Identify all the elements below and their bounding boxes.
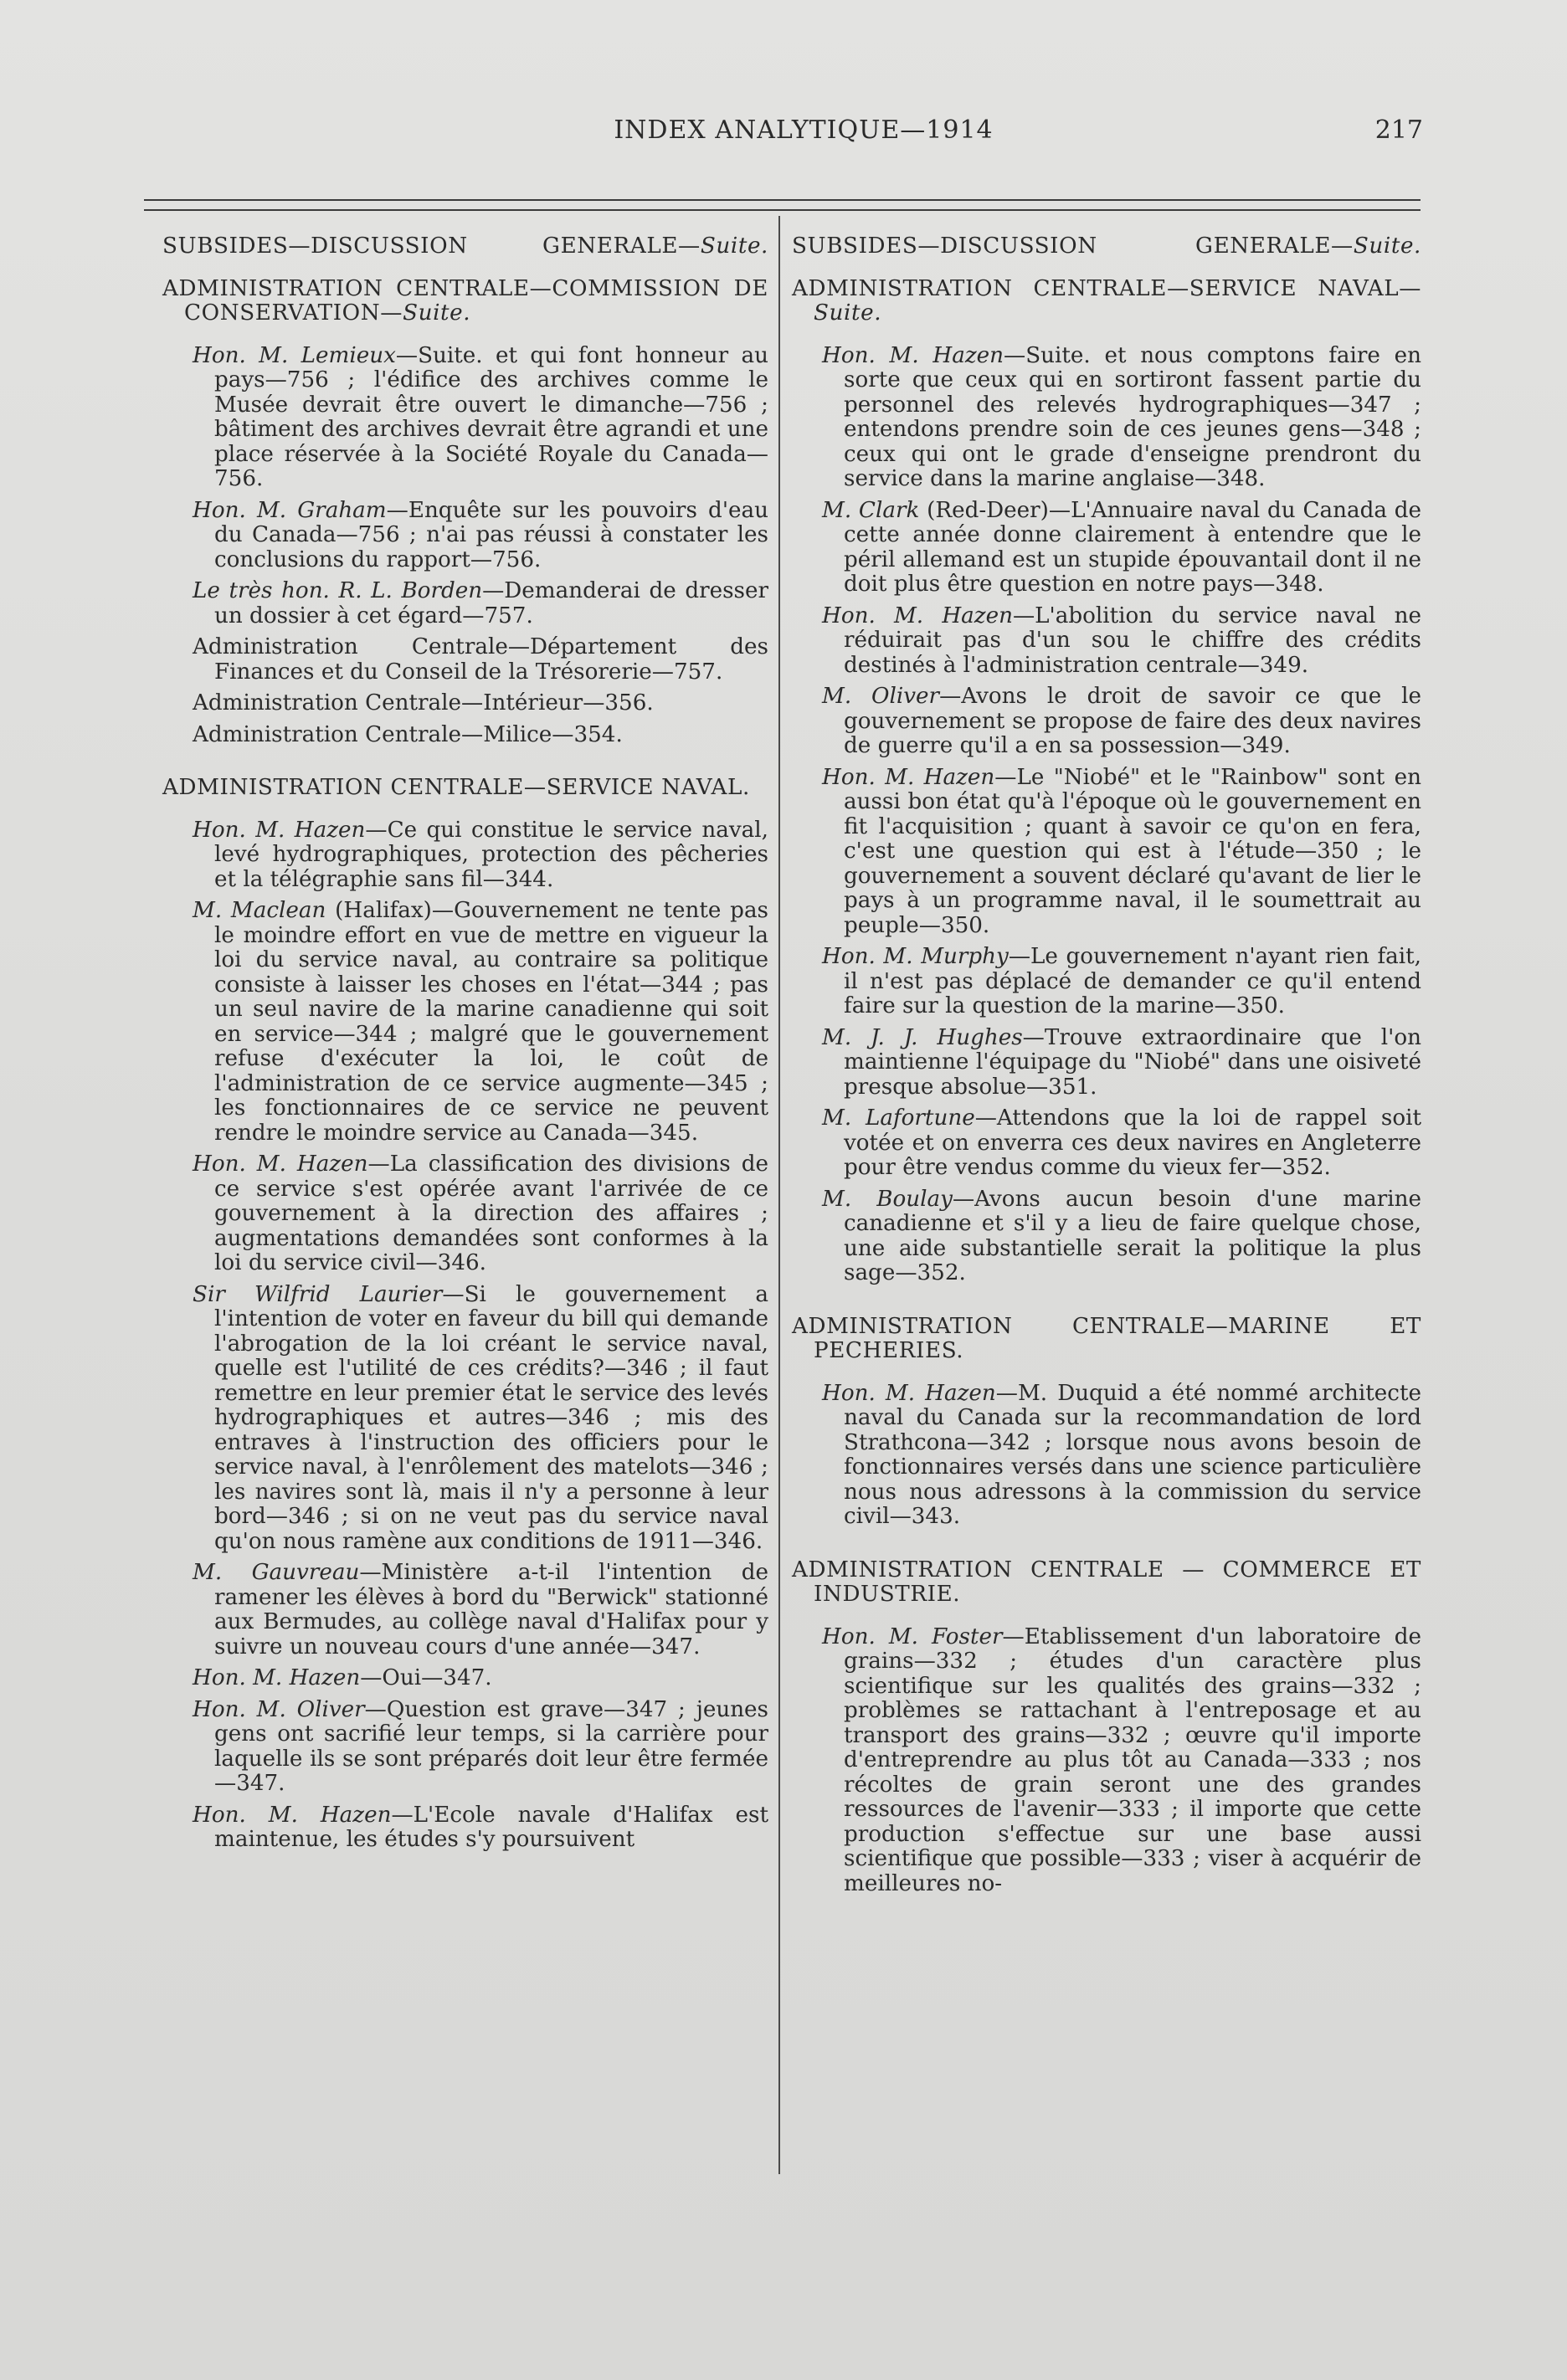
index-entry: Hon. M. Oliver—Question est grave—347 ; jeunes gens ont sacrifié leur temps, si la carrière pour laquelle ils se sont préparés doit leur être fermée—347. <box>193 1696 768 1796</box>
index-entry: M. Clark (Red-Deer)—L'Annuaire naval du Canada de cette année donne clairement à entendre que le péril allemand est un stupide épouvantail dont il ne doit plus être question en notre pays—348. <box>822 497 1421 597</box>
section-service-naval-suite <box>792 277 1421 326</box>
index-entry: Administration Centrale—Milice—354. <box>193 721 623 747</box>
page-number: 217 <box>1374 115 1423 145</box>
index-entry: M. J. J. Hughes—Trouve extraordinaire que l'on maintienne l'équipage du "Niobé" dans une oisiveté presque absolue—351. <box>822 1024 1421 1100</box>
index-entry: M. Boulay—Avons aucun besoin d'une marine canadienne et s'il y a lieu de faire quelque chose, une aide substantielle serait la politique la plus sage—352. <box>822 1186 1421 1285</box>
section-conservation <box>162 277 768 326</box>
index-entry: Hon. M. Murphy—Le gouvernement n'ayant rien fait, il n'est pas déplacé de demander ce qu'il entend faire sur la question de la marine—350. <box>822 944 1421 1018</box>
header-rule-top <box>144 199 1421 201</box>
section-heading: ADMINISTRATION CENTRALE—SERVICE NAVAL—Suite. <box>792 275 1421 326</box>
section-heading: ADMINISTRATION CENTRALE—MARINE ET PECHERIES. <box>792 1313 1421 1363</box>
column-running-head: SUBSIDES—DISCUSSION GENERALE—Suite. <box>162 233 768 259</box>
index-entry: Hon. M. Hazen—M. Duquid a été nommé architecte naval du Canada sur la recommandation de lord Strathcona—342 ; lorsque nous avons besoin de fonctionnaires versés dans une science particulière nous nous adressons à la commission du service civil—343. <box>822 1380 1421 1529</box>
index-entry: Hon. M. Hazen—Oui—347. <box>193 1665 492 1690</box>
index-entry: Hon. M. Hazen—Suite. et nous comptons faire en sorte que ceux qui en sortiront fassent partie du personnel des relevés hydrographiques—347 ; entendons prendre soin de ces jeunes gens—348 ; ceux qui ont le grade d'enseigne prendront du service dans la marine anglaise—348. <box>822 342 1421 491</box>
index-entry: M. Oliver—Avons le droit de savoir ce que le gouvernement se propose de faire des deux navires de guerre qu'il a en sa possession—349. <box>822 684 1421 758</box>
index-entry: Hon. M. Hazen—L'abolition du service naval ne réduirait pas d'un sou le chiffre des crédits destinés à l'administration centrale—349. <box>822 603 1421 678</box>
column-divider <box>778 216 780 2174</box>
section-heading: ADMINISTRATION CENTRALE—COMMISSION DE CONSERVATION—Suite. <box>162 275 768 326</box>
page-title: INDEX ANALYTIQUE—1914 <box>614 115 994 145</box>
index-entry: Hon. M. Foster—Etablissement d'un laboratoire de grains—332 ; études d'un caractère plus scientifique sur les qualités des grains—332 ; problèmes se rattachant à l'entreposage et au transport des grains—332 ; œuvre qu'il importe d'entreprendre au plus tôt au Canada—333 ; nos récoltes de grain seront une des grandes ressources de l'avenir—333 ; il importe que cette production s'effectue sur une base aussi scientifique que possible—333 ; viser à acquérir de meilleures no- <box>822 1623 1421 1896</box>
index-entry: Administration Centrale—Département des Finances et du Conseil de la Trésorerie—757. <box>193 634 768 685</box>
section-commerce-industrie <box>792 1558 1421 1608</box>
section-service-naval <box>162 776 768 801</box>
index-entry: Hon. M. Graham—Enquête sur les pouvoirs d'eau du Canada—756 ; n'ai pas réussi à constater les conclusions du rapport—756. <box>193 497 768 572</box>
index-entry: Hon. M. Hazen—L'Ecole navale d'Halifax est maintenue, les études s'y poursuivent <box>193 1802 768 1852</box>
right-column <box>792 234 1421 1903</box>
index-entry: M. Maclean (Halifax)—Gouvernement ne tente pas le moindre effort en vue de mettre en vigueur la loi du service naval, au contraire sa politique consiste à laisser les choses en l'état—344 ; pas un seul navire de la marine canadienne qui soit en service—344 ; malgré que le gouvernement refuse d'exécuter la loi, le coût de l'administration de ce service augmente—345 ; les fonctionnaires de ce service ne peuvent rendre le moindre service au Canada—345. <box>193 898 768 1146</box>
index-entry: M. Gauvreau—Ministère a-t-il l'intention de ramener les élèves à bord du "Berwick" stationné aux Bermudes, au collège naval d'Halifax pour y suivre un nouveau cours d'une année—347. <box>193 1560 768 1659</box>
index-entry: M. Lafortune—Attendons que la loi de rappel soit votée et on enverra ces deux navires en Angleterre pour être vendus comme du vieux fer—352. <box>822 1105 1421 1180</box>
index-entry: Administration Centrale—Intérieur—356. <box>193 690 654 716</box>
index-entry: Hon. M. Hazen—La classification des divisions de ce service s'est opérée avant l'arrivée de ce gouvernement à la direction des affaires ; augmentations demandées sont conformes à la loi du service civil—346. <box>193 1152 768 1275</box>
section-marine-pecheries <box>792 1315 1421 1364</box>
column-running-head: SUBSIDES—DISCUSSION GENERALE—Suite. <box>792 233 1421 259</box>
section-heading: ADMINISTRATION CENTRALE — COMMERCE ET INDUSTRIE. <box>792 1557 1421 1607</box>
index-entry: Hon. M. Lemieux—Suite. et qui font honneur au pays—756 ; l'édifice des archives comme le Musée devrait être ouvert le dimanche—756 ; bâtiment des archives devrait être agrandi et une place réservée à la Société Royale du Canada—756. <box>193 342 769 491</box>
index-entry: Le très hon. R. L. Borden—Demanderai de dresser un dossier à cet égard—757. <box>193 578 769 628</box>
index-entry: Sir Wilfrid Laurier—Si le gouvernement a l'intention de voter en faveur du bill qui demande l'abrogation de la loi créant le service naval, quelle est l'utilité de ces crédits?—346 ; il faut remettre en leur premier état le service des levés hydrographiques et autres—346 ; mis des entraves à l'instruction des officiers pour le service naval, à l'enrôlement des matelots—346 ; les navires sont là, mais il n'y a personne à leur bord—346 ; si on ne veut pas du service naval qu'on nous ramène aux conditions de 1911—346. <box>193 1281 768 1554</box>
index-entry: Hon. M. Hazen—Ce qui constitue le service naval, levé hydrographiques, protection des pêcheries et la télégraphie sans fil—344. <box>193 817 768 892</box>
index-entry: Hon. M. Hazen—Le "Niobé" et le "Rainbow" sont en aussi bon état qu'à l'époque où le gouvernement en fit l'acquisition ; quant à savoir ce qu'on en fera, c'est une question qui est à l'étude—350 ; le gouvernement a souvent déclaré qu'avant de lier le pays à un programme naval, il le soumettrait au peuple—350. <box>822 764 1421 938</box>
header-rule-bottom <box>144 209 1421 211</box>
left-column <box>162 234 768 1859</box>
section-heading: ADMINISTRATION CENTRALE—SERVICE NAVAL. <box>162 775 750 800</box>
